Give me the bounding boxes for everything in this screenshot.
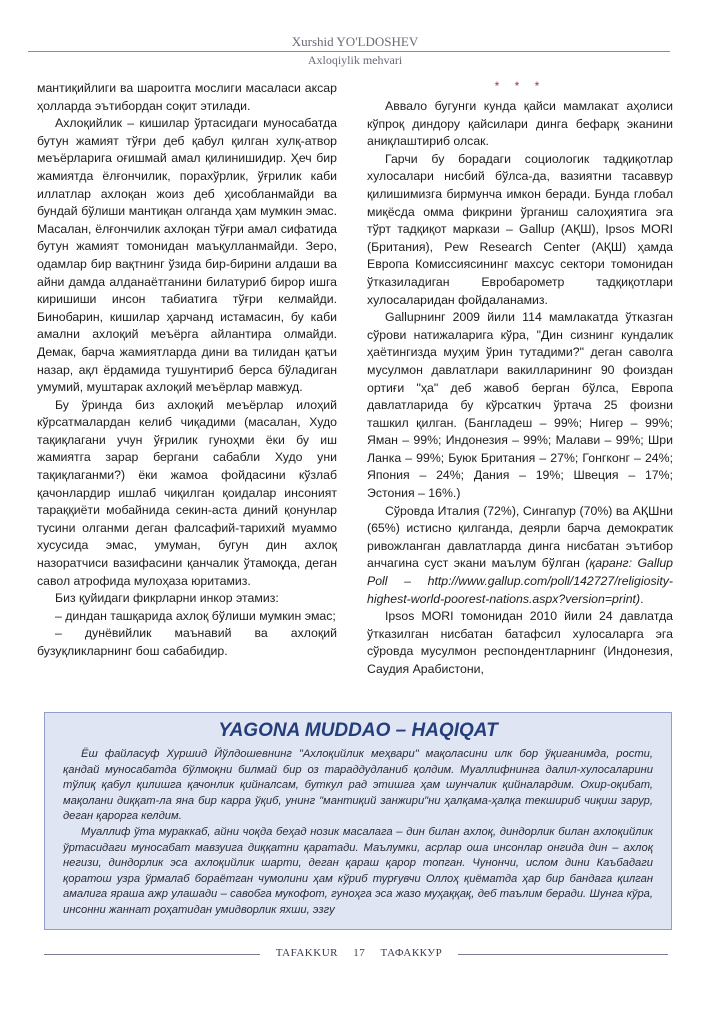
paragraph-text: Gallupнинг 2009 йили 114 мамлакатда ўтказган сўрови натижаларига кўра, "Дин сизнинг кундалик ҳаётингизда муҳим ўрин тутадими?" деган саволга мусулмон давлатлари вакилларининг 90 фоиздан ортиғи "ҳа" деб жавоб берган бўлса, Европа давлатларида бу кўрсаткич ўртача 25 фоизни ташкил қилган. (Бангладеш – 99%; Нигер – 99%; Яман – 99%; Индонезия – 99%; Малави – 99%; Шри Ланка – 99%; Буюк Британия – 27%; Гонгконг – 24%; Япония – 24%; Дания – 19%; Швеция – 17%; Эстония – 16%.) [367, 310, 673, 501]
left-column [37, 80, 337, 661]
header-rule [28, 51, 670, 52]
paragraph [367, 151, 673, 309]
paragraph-text: Ipsos MORI томонидан 2010 йили 24 давлатда ўтказилган нисбатан батафсил хулосаларга эга сўровда мусулмон респондентларнинг (Индонезия, Саудия Арабистони, [367, 609, 673, 676]
paragraph: – диндан ташқарида ахлоқ бўлиши мумкин эмас; [55, 608, 336, 623]
box-paragraph: Ёш файласуф Хуршид Йўлдошевнинг "Ахлоқийлик меҳвари" мақоласини илк бор ўқиганимда, рости, қандай муносабатда бўлмоқни билмай бир оз тараддудланиб қолдим. Муаллифнинга далил-хулосаларини тўлиқ қабул қилишга қачонлик қийналсам, буткул рад этишга ҳам шунчалик қийналардим. Охир-оқибат, мақолани диққат-ла яна бир карра ўқиб, унинг "мантиқий занжири"ни ҳалқама-ҳалқа текшириб чиқиш зарур, деган қарорга келдим. [63, 748, 653, 823]
header-author: Xurshid YO'LDOSHEV [291, 34, 419, 49]
page-number: 17 [353, 947, 366, 959]
paragraph: мантиқийлиги ва шароитга мослиги масаласи аксар ҳолларда эътибордан соқит этилади. [37, 81, 337, 113]
footer-magazine-latin: TAFAKKUR [275, 947, 338, 959]
box-body [63, 747, 653, 919]
footer-text [262, 947, 456, 959]
footer-rule-right [458, 954, 668, 955]
paragraph [367, 503, 673, 609]
paragraph: Ахлоқийлик – кишилар ўртасидаги муносабатда бутун жамият тўғри деб қабул қилган хулқ-атвор меъёрларига оғишмай амал қилинишидир. Ҳеч бир жамиятда ёлғончилик, порахўрлик, ўғрилик каби иллатлар ахлоқан жоиз деб ҳисобланмайди ва бундай бўлиши мантиқан олганда ҳам мумкин эмас. Масалан, ёлғончилик ахлоқан тўғри амал сифатида бутун жамият томонидан маъқулланмайди. Зеро, одамлар бир вақтнинг ўзида бир-бирини алдаши ва айни дамда алданаётганини билатуриб бирор ишга киришиши инсон табиатига тўғри келмайди. Бинобарин, кишилар ҳарчанд истамасин, бу каби амални ахлоқий меъёрга айлантира олмайди. Демак, барча жамиятларда дини ва тилидан қатъи назар, ақл ёрдамида тушунтириб берса бўладиган умумий, муштарак ахлоқий меъёрлар мавжуд. [37, 116, 337, 395]
editorial-box [44, 712, 672, 930]
paragraph: Биз қуйидаги фикрларни инкор этамиз: [55, 591, 279, 606]
paragraph-tail: . [640, 591, 644, 606]
box-title: YAGONA MUDDAO – HAQIQAT [218, 720, 498, 741]
section-separator: * * * [494, 79, 546, 93]
box-paragraph: Муаллиф ўта мураккаб, айни чоқда беҳад нозик масалага – дин билан ахлоқ, диндорлик билан ахлоқийлик ўртасидаги муносабат мавзуига диққатни қаратади. Маълумки, асрлар оша инсонлар онгида дин – ахлоқ негизи, диндорлик эса ахлоқийлик шарти, деган қараш қарор топган. Чунончи, ислом дини Каъбадаги қоратош узра ўрмалаб бораётган чумолини ҳам кўриб турғувчи Оллоҳ қиёматда ҳар бир бандага қилган амалига яраша ажр улашади – савобга мукофот, гуноҳга эса жазо муҳаққақ, деб таълим беради. Шунга кўра, инсонни жаннат роҳатидан умидворлик яхши, эзгу [63, 825, 653, 916]
paragraph-text: Сўровда Италия (72%), Сингапур (70%) ва АҚШни (65%) истисно қилганда, деярли барча демократик ривожланган давлатларда динга нисбатан эътибор анчагина суст экани маълум бўлган [367, 503, 673, 571]
paragraph: – дунёвийлик маънавий ва ахлоқий бузуқликларнинг бош сабабидир. [37, 626, 337, 658]
paragraph [367, 309, 673, 503]
paragraph: Бу ўринда биз ахлоқий меъёрлар илоҳий кўрсатмалардан келиб чиқадими (масалан, Худо тақиқлагани учун ўғрилик гуноҳми ёки бу иш жамиятга зарар бергани сабабли Худо уни тақиқлаганми?) ёки жамоа фойдасини кўзлаб қачонлардир ишлаб чиқилган қоидалар инсоният тараққиёти мобайнида секин-аста диний қонунлар тусини олганми деган фалсафий-тарихий муаммо хусусида эмас, умуман, бугун дин ахлоқ назоратчиси вазифасини қанчалик ўтамоқда, деган савол атрофида мулоҳаза юритамиз. [37, 397, 337, 588]
paragraph [367, 98, 673, 151]
source-reference: (қаранг: Gallup Poll – http://www.gallup.com/poll/142727/religiosity-highest-world-poorest-nations.aspx?version=print) [367, 556, 673, 606]
running-header [0, 34, 710, 68]
paragraph-text: Гарчи бу борадаги социологик тадқиқотлар хулосалари нисбий бўлса-да, вазиятни тасаввур қилишимизга бирмунча имкон беради. Бунда глобал миқёсда омма фикрини ўрганиш салоҳиятига эга тўрт тадқиқот маркази – Gallup (АҚШ), Ipsos MORI (Британия), Pew Research Center (АҚШ) ҳамда Европа Комиссиясининг махсус сектори томонидан ўтказиладиган Евробарометр тадқиқотлари хулосаларидан фойдаланамиз. [367, 151, 673, 307]
right-column [367, 80, 673, 679]
footer-rule-left [44, 954, 260, 955]
paragraph [367, 608, 673, 678]
header-section: Axloqiylik mehvari [307, 53, 403, 67]
paragraph-text: Аввало бугунги кунда қайси мамлакат аҳолиси кўпроқ диндору қайсилари динга бефарқ эканини аниқлаштириб олсак. [367, 99, 673, 149]
footer-magazine-cyrillic: ТАФАККУР [380, 947, 443, 959]
